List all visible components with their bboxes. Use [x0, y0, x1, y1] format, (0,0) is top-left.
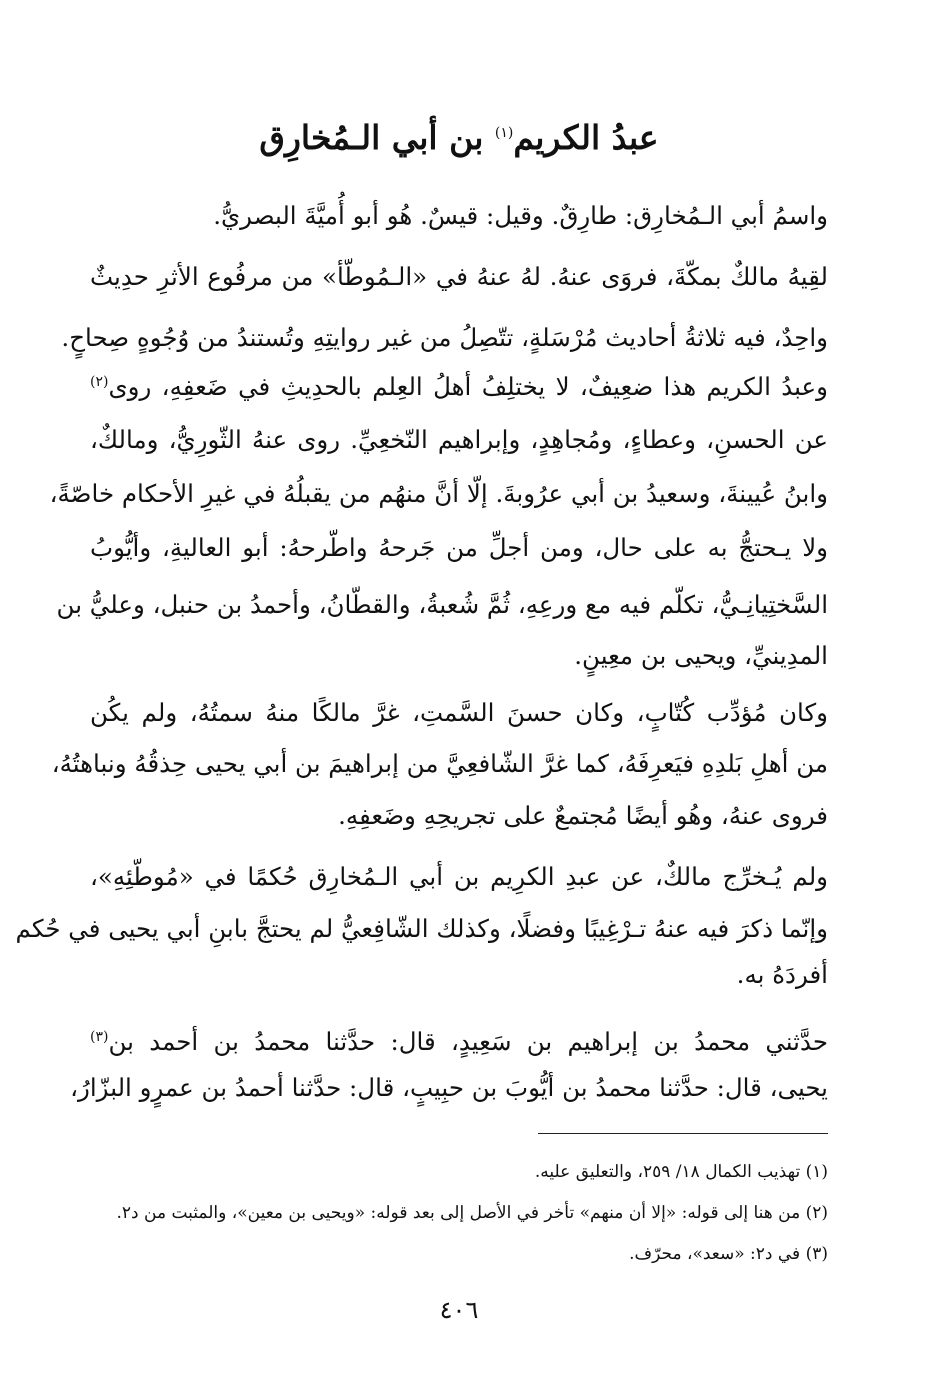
paragraph-line: وكان مُؤدِّب كُتّابٍ، وكان حسنَ السَّمتِ، غرَّ مالكًا منهُ سمتُهُ، ولم يكُن — [90, 698, 828, 727]
footnote-ref-1: (١) — [494, 125, 514, 141]
paragraph-line: وابنُ عُيينةَ، وسعيدُ بن أبي عرُوبةَ. إلّا أنَّ منهُم من يقبلُهُ في غيرِ الأحكام خاصّةً، — [49, 479, 828, 508]
paragraph-line-text: وعبدُ الكريم هذا ضعِيفٌ، لا يختلِفُ أهلُ العِلم بالحدِيثِ في ضَعفِهِ، روى — [108, 372, 828, 402]
paragraph-line: وإنّما ذكرَ فيه عنهُ تـرْغِيبًا وفضلًا، وكذلك الشّافِعيُّ لم يحتجَّ بابنِ أبي يحيى في حُكم — [15, 914, 828, 943]
page — [15, 0, 828, 1375]
paragraph-line — [90, 1017, 828, 1062]
paragraph-line: واسمُ أبي الـمُخارِق: طارِقٌ. وقيل: قيسٌ. هُو أبو أُميَّةَ البصريُّ. — [213, 201, 828, 230]
paragraph-line: السَّختِيانِـيُّ، تكلّم فيه مع ورعِهِ، ثُمَّ شُعبةُ، والقطّانُ، وأحمدُ بن حنبل، وعليُّ بن — [56, 590, 828, 619]
paragraph-line: واحِدٌ، فيه ثلاثةُ أحاديث مُرْسَلةٍ، تتّصِلُ من غير روايتِهِ وتُستندُ من وُجُوهٍ صِحاحٍ. — [61, 323, 828, 352]
paragraph-line: ولم يُـخرِّج مالكٌ، عن عبدِ الكرِيم بن أبي الـمُخارِق حُكمًا في «مُوطّئِهِ»، — [90, 862, 828, 891]
paragraph-line-text: حدَّثني محمدُ بن إبراهيم بن سَعِيدٍ، قال: حدَّثنا محمدُ بن أحمد بن — [108, 1027, 828, 1057]
footnote-ref-3: (٣) — [90, 1029, 109, 1045]
footnote-ref-2: (٢) — [90, 374, 109, 390]
paragraph-line: من أهلِ بَلدِهِ فيَعرِفَهُ، كما غرَّ الشّافعِيَّ من إبراهيمَ بن أبي يحيى حِذقُهُ ونباهتُهُ، — [51, 749, 828, 778]
paragraph-line: لقِيهُ مالكٌ بمكّةَ، فروَى عنهُ. لهُ عنهُ في «الـمُوطّأ» من مرفُوع الأثرِ حدِيثٌ — [90, 262, 828, 291]
page-number: ٤٠٦ — [439, 1296, 479, 1324]
title-main: عبدُ الكريم — [513, 118, 659, 157]
paragraph-line: ولا يـحتجُّ به على حال، ومن أجلِّ من جَرحهُ واطّرحهُ: أبو العاليةِ، وأيُّوبُ — [90, 533, 828, 562]
footnote-3: (٣) في د٢: «سعد»، محرّف. — [629, 1244, 828, 1264]
title-rest: بن أبي الـمُخارِق — [259, 118, 495, 157]
paragraph-line: فروى عنهُ، وهُو أيضًا مُجتمعٌ على تجريحِهِ وضَعفِهِ. — [338, 801, 828, 830]
paragraph-line: يحيى، قال: حدَّثنا محمدُ بن أيُّوبَ بن حبِيبٍ، قال: حدَّثنا أحمدُ بن عمرٍو البزّارُ، — [70, 1073, 828, 1102]
footnote-1: (١) تهذيب الكمال ١٨/ ٢٥٩، والتعليق عليه. — [534, 1162, 828, 1182]
paragraph-line: عن الحسنِ، وعطاءٍ، ومُجاهِدٍ، وإبراهيم النّخعِيِّ. روى عنهُ الثّورِيُّ، ومالكٌ، — [90, 425, 828, 454]
page-title — [90, 108, 828, 163]
paragraph-line: المدِينيِّ، ويحيى بن معِينٍ. — [574, 641, 828, 670]
footnote-2: (٢) من هنا إلى قوله: «إلا أن منهم» تأخر في الأصل إلى بعد قوله: «ويحيى بن معين»، والمثبت من د٢. — [116, 1203, 828, 1223]
paragraph-line: أفردَهُ به. — [736, 960, 828, 989]
footnote-separator — [538, 1133, 828, 1134]
paragraph-line — [90, 362, 828, 407]
